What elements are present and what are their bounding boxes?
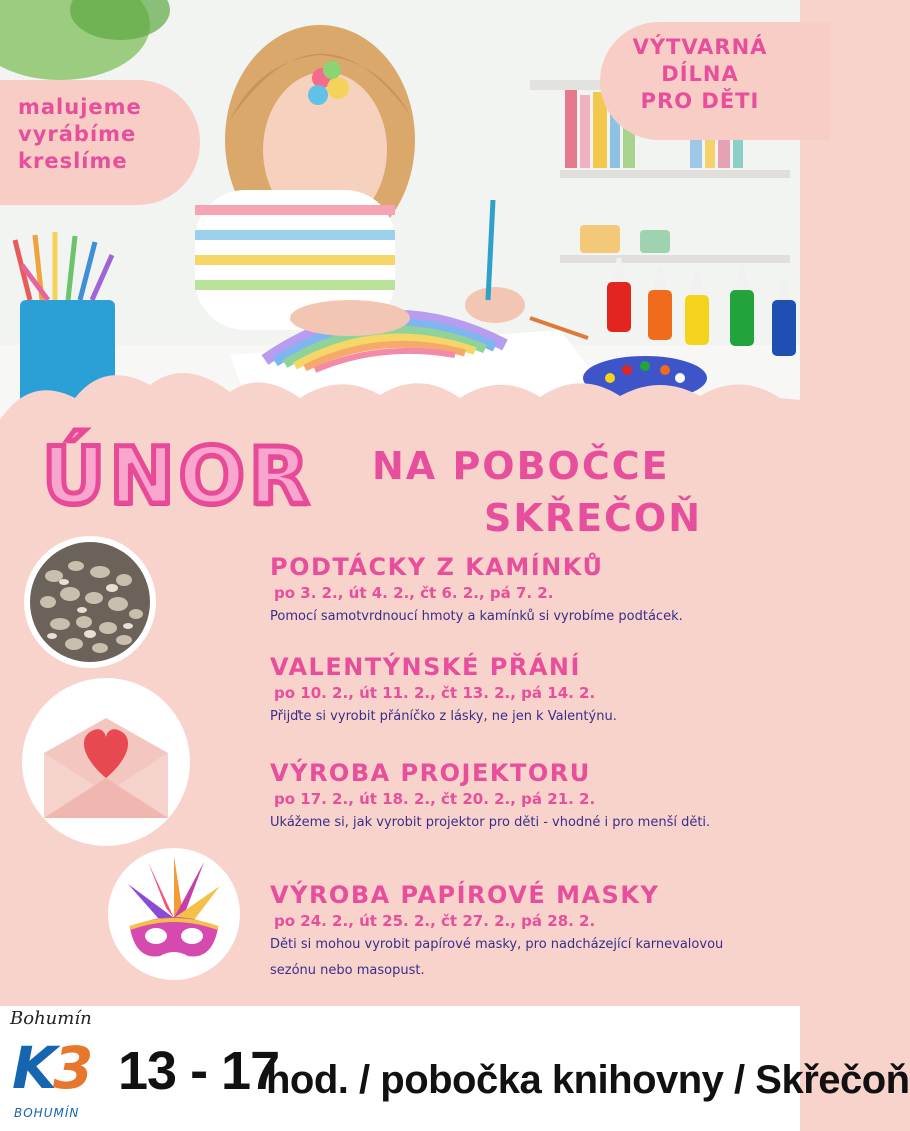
k3-logo-subtitle: BOHUMÍN (14, 1106, 80, 1120)
event-description: Děti si mohou vyrobit papírové masky, pro nadcházející karnevalovou sezónu nebo masopust. (270, 937, 724, 978)
workshop-line-1: VÝTVARNÁ (632, 35, 768, 59)
event-description: Ukážeme si, jak vyrobit projektor pro děti - vhodné i pro menší děti. (270, 815, 711, 830)
event-title: PODTÁCKY Z KAMÍNKŮ (270, 553, 604, 581)
stones-image (24, 536, 156, 668)
k3-logo (12, 1034, 89, 1102)
carnival-mask-icon (108, 848, 240, 980)
branch-title-line-1: NA POBOČCE (372, 444, 670, 488)
tagline-line-3: kreslíme (18, 149, 128, 173)
city-logo-text: Bohumín (10, 1008, 92, 1029)
event-3 (270, 758, 730, 836)
event-description: Přijďte si vyrobit přáníčko z lásky, ne jen k Valentýnu. (270, 709, 617, 724)
event-description: Pomocí samotvrdnoucí hmoty a kamínků si vyrobíme podtácek. (270, 609, 683, 624)
branch-title-line-2: SKŘEČOŇ (484, 496, 703, 540)
envelope-image (22, 678, 190, 846)
tagline-line-1: malujeme (18, 95, 142, 119)
heart-envelope-icon (22, 678, 190, 846)
event-4 (270, 880, 740, 984)
mask-image (108, 848, 240, 980)
event-title: VÝROBA PAPÍROVÉ MASKY (270, 881, 660, 909)
tagline-bubble (0, 80, 200, 205)
event-dates: po 24. 2., út 25. 2., čt 27. 2., pá 28. 2. (274, 912, 596, 930)
opening-hours: 13 - 17 (118, 1041, 280, 1101)
branch-title (372, 440, 702, 544)
month-title: ÚNOR (42, 432, 313, 522)
event-title: VÝROBA PROJEKTORU (270, 759, 591, 787)
tagline-line-2: vyrábíme (18, 122, 137, 146)
location-info: hod. / pobočka knihovny / Skřečoň (266, 1058, 910, 1102)
k3-logo-k: K (12, 1034, 53, 1102)
workshop-line-2: DÍLNA (661, 62, 739, 86)
event-title: VALENTÝNSKÉ PŘÁNÍ (270, 653, 581, 681)
workshop-line-3: PRO DĚTI (640, 89, 760, 113)
k3-logo-3: 3 (52, 1034, 90, 1102)
stones-icon (24, 536, 156, 668)
event-1 (270, 552, 790, 630)
workshop-bubble (600, 22, 830, 140)
event-dates: po 10. 2., út 11. 2., čt 13. 2., pá 14. 2. (274, 684, 596, 702)
event-dates: po 17. 2., út 18. 2., čt 20. 2., pá 21. 2. (274, 790, 596, 808)
event-2 (270, 652, 790, 730)
event-dates: po 3. 2., út 4. 2., čt 6. 2., pá 7. 2. (274, 584, 554, 602)
